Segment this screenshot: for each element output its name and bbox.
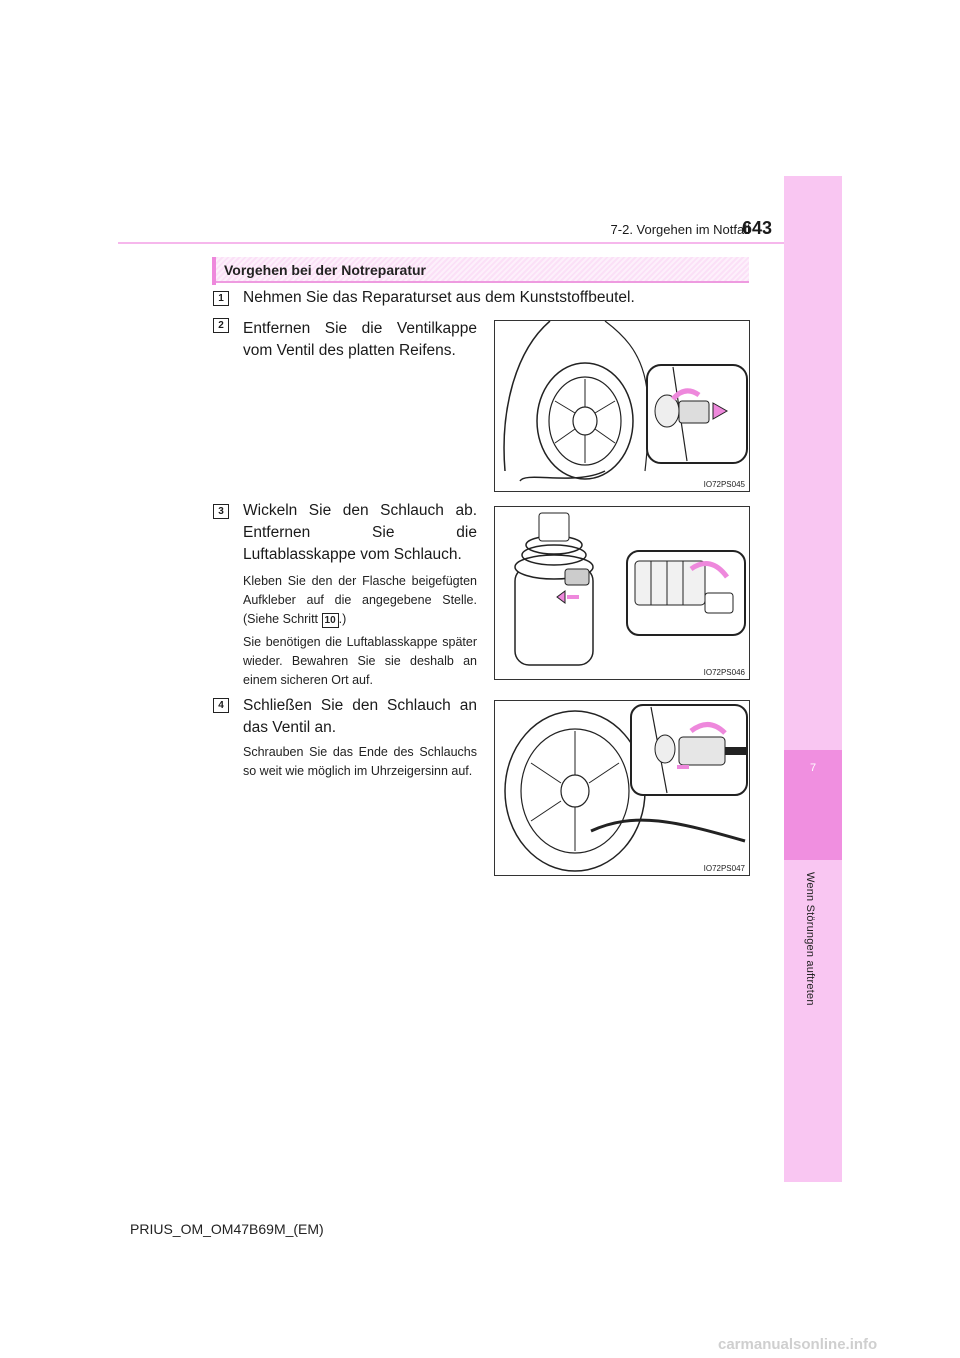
chapter-title: Wenn Störungen auftreten bbox=[804, 872, 816, 1006]
section-bar-accent bbox=[212, 257, 216, 285]
header-section-title: 7-2. Vorgehen im Notfall bbox=[610, 222, 750, 237]
step-3-note-1 bbox=[243, 572, 477, 629]
step-number-3: 3 bbox=[213, 504, 229, 519]
step-number-1: 1 bbox=[213, 291, 229, 306]
figure-hose-unwind bbox=[494, 506, 750, 680]
step-number-4: 4 bbox=[213, 698, 229, 713]
footer-document-code: PRIUS_OM_OM47B69M_(EM) bbox=[130, 1221, 324, 1237]
section-title: Vorgehen bei der Notreparatur bbox=[224, 262, 427, 278]
hose-connection-illustration bbox=[495, 701, 750, 876]
step-1-text: Nehmen Sie das Reparaturset aus dem Kunststoffbeutel. bbox=[243, 289, 635, 306]
page-number: 643 bbox=[741, 218, 772, 238]
figure-code: IO72PS046 bbox=[703, 668, 745, 677]
header-rule bbox=[118, 242, 784, 244]
step-3-note-1-after: .) bbox=[338, 612, 347, 626]
step-ref-box: 10 bbox=[322, 613, 339, 628]
step-number-2: 2 bbox=[213, 318, 229, 333]
chapter-number: 7 bbox=[809, 762, 817, 774]
figure-code: IO72PS047 bbox=[703, 864, 745, 873]
step-2-text: Entfernen Sie die Ventilkappe vom Ventil des platten Reifens. bbox=[243, 320, 477, 359]
watermark: carmanualsonline.info bbox=[718, 1336, 878, 1353]
step-4-note-1: Schrauben Sie das Ende des Schlauchs so weit wie möglich im Uhrzeigersinn auf. bbox=[243, 745, 477, 778]
figure-hose-connect bbox=[494, 700, 750, 876]
step-4-text: Schließen Sie den Schlauch an das Ventil an. bbox=[243, 697, 477, 736]
figure-code: IO72PS045 bbox=[703, 480, 745, 489]
chapter-side-tab bbox=[784, 176, 842, 1182]
sealant-bottle-illustration bbox=[495, 507, 750, 680]
figure-valve-cap-removal bbox=[494, 320, 750, 492]
step-3-text: Wickeln Sie den Schlauch ab. Entfernen Sie die Luftablasskappe vom Schlauch. bbox=[243, 502, 477, 563]
step-3-note-2: Sie benötigen die Luftablasskappe später wieder. Bewahren Sie sie deshalb an einem sicheren Ort auf. bbox=[243, 635, 477, 687]
step-3-note-1-before: Kleben Sie den der Flasche beigefügten Aufkleber auf die angegebene Stelle. (Siehe Schritt bbox=[243, 574, 477, 626]
tire-valve-illustration bbox=[495, 321, 750, 492]
